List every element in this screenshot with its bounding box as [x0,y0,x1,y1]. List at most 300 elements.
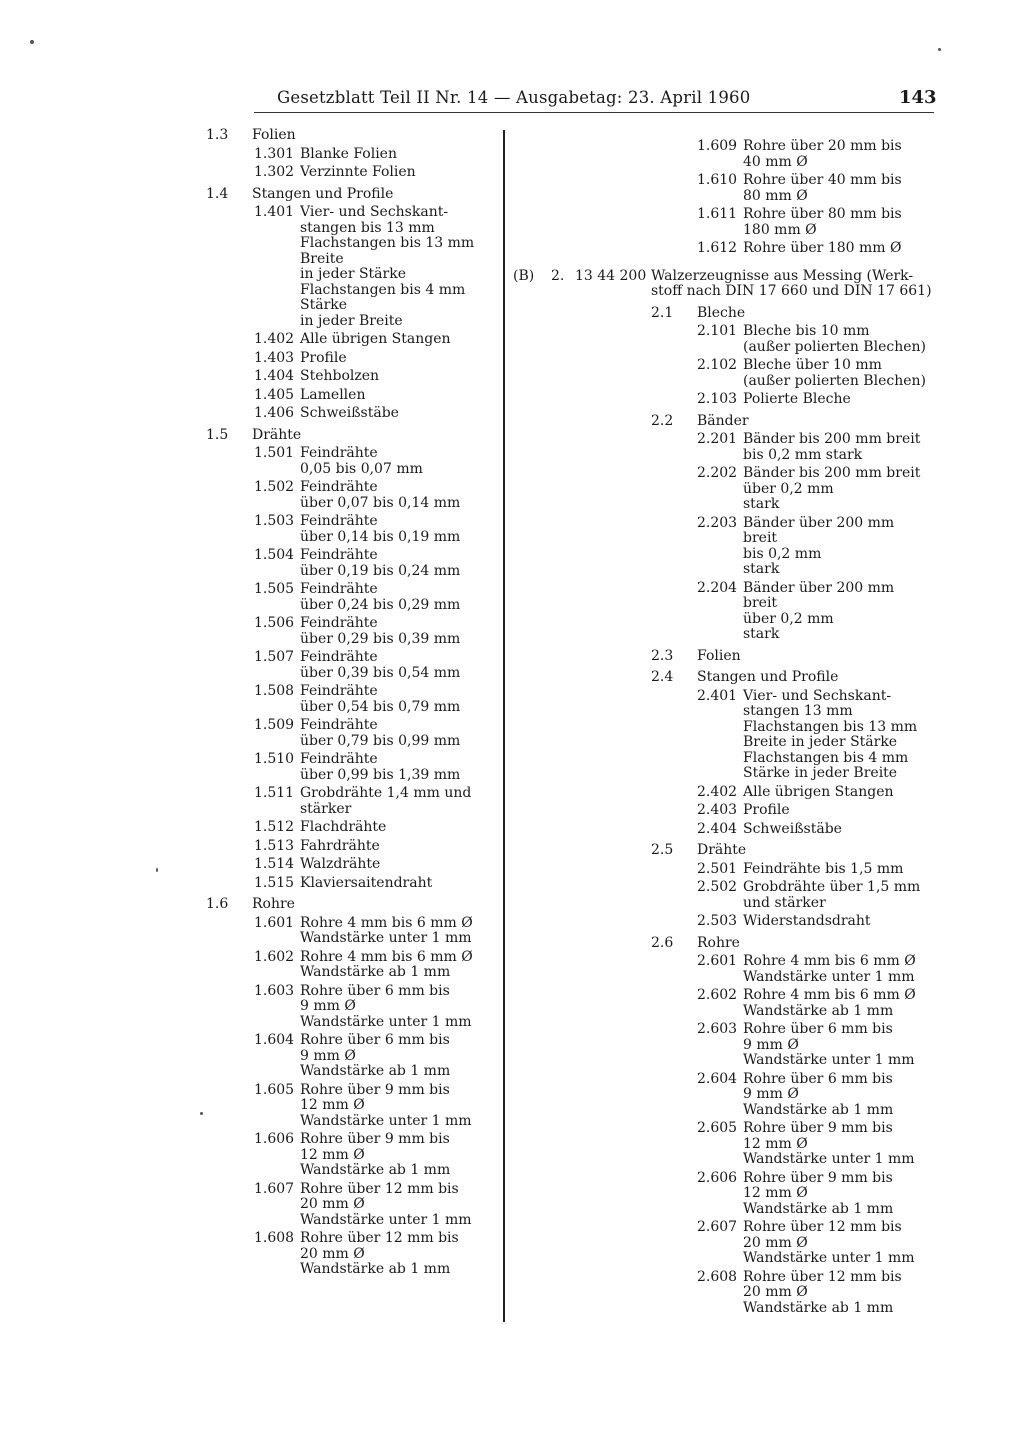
item-number: 2.502 [697,879,738,895]
item-line: Feindrähte [300,479,378,495]
item-line: Wandstärke unter 1 mm [300,1013,472,1030]
item-line: stark [743,496,780,512]
item-text [300,1231,501,1278]
section-number: 1.5 [206,426,229,443]
item-number: 1.505 [254,581,295,597]
list-item [697,1121,943,1168]
item-text [743,173,943,204]
item-number: 1.501 [254,445,295,461]
item-line: über 0,39 bis 0,54 mm [300,664,461,681]
item-line: Widerstandsdraht [743,913,871,929]
item-line: 12 mm Ø [300,1146,365,1163]
item-text [300,857,501,873]
item-number: 1.506 [254,615,295,631]
item-line: über 0,24 bis 0,29 mm [300,596,461,613]
item-line: Bänder über 200 mm [743,514,895,531]
section-heading [513,414,943,430]
right-sections [513,306,943,1317]
item-text [300,332,501,348]
item-line: Feindrähte [300,547,378,563]
item-line: Bänder bis 200 mm breit [743,431,921,447]
item-line: Flachstangen bis 4 mm [743,749,909,766]
section-number: 1.4 [206,185,229,202]
group-mark: (B) [513,267,535,284]
item-line: Blanke Folien [300,145,397,162]
item-number: 1.607 [254,1180,295,1197]
item-line: Feindrähte [300,445,378,461]
item-line: Rohre über 9 mm bis [743,1169,893,1186]
item-line: Feindrähte bis 1,5 mm [743,860,904,877]
item-number: 1.508 [254,683,295,699]
list-item [697,988,943,1019]
item-line: Feindrähte [300,717,378,733]
item-line: Profile [300,349,347,366]
item-line: Walzdrähte [300,856,381,872]
item-line: Wandstärke unter 1 mm [300,930,472,946]
section-label: Bleche [697,304,746,321]
item-line: breit [743,530,778,546]
item-text [300,406,501,422]
list-item [254,752,501,783]
item-line: Wandstärke ab 1 mm [743,1200,894,1217]
item-number: 1.606 [254,1131,295,1147]
item-line: über 0,19 bis 0,24 mm [300,562,461,579]
item-number: 1.605 [254,1081,295,1098]
list-item [254,369,501,385]
item-line: Breite [300,250,344,267]
list-item [697,358,943,389]
list-item [697,1171,943,1218]
section-heading [206,187,501,203]
item-text [300,820,501,836]
item-number: 2.604 [697,1070,738,1087]
item-number: 2.503 [697,913,738,929]
list-item [254,582,501,613]
item-text [743,803,943,819]
item-text [300,950,501,981]
item-text [300,1033,501,1080]
header-title: Gesetzblatt Teil II Nr. 14 — Ausgabetag: 23. April 1960 [277,88,751,107]
right-top-items [513,139,943,257]
item-text [300,684,501,715]
item-line: Rohre 4 mm bis 6 mm Ø [300,914,473,931]
list-item [254,406,501,422]
item-number: 1.405 [254,386,295,403]
section-number: 2.2 [651,412,674,429]
item-number: 2.202 [697,465,738,481]
section-heading [513,649,943,665]
item-number: 1.402 [254,331,295,347]
item-text [743,1270,943,1317]
section-items [513,954,943,1316]
list-item [697,139,943,170]
item-line: Rohre über 40 mm bis [743,172,902,188]
item-line: breit [743,595,778,611]
item-number: 2.607 [697,1219,738,1235]
item-line: Rohre über 6 mm bis [743,1070,893,1087]
item-number: 2.403 [697,802,738,818]
item-text [300,369,501,385]
item-number: 1.502 [254,479,295,495]
item-number: 2.603 [697,1021,738,1037]
item-number: 2.204 [697,579,738,596]
item-text [300,752,501,783]
item-line: Stärke in jeder Breite [743,765,898,781]
item-text [300,205,501,329]
item-number: 1.601 [254,914,295,931]
list-item [254,616,501,647]
section-heading [206,428,501,444]
item-number: 2.606 [697,1169,738,1186]
item-line: Alle übrigen Stangen [743,783,894,800]
item-text [743,392,943,408]
list-item [697,689,943,782]
item-line: 180 mm Ø [743,221,817,238]
item-line: Rohre über 9 mm bis [300,1081,450,1098]
item-text [743,689,943,782]
item-line: Alle übrigen Stangen [300,331,451,347]
item-line: über 0,99 bis 1,39 mm [300,766,461,783]
item-line: Feindrähte [300,581,378,597]
item-line: stark [743,626,780,642]
scan-speck [156,868,158,872]
group-title [651,269,943,300]
item-number: 2.401 [697,687,738,704]
list-item [254,916,501,947]
item-line: Wandstärke ab 1 mm [300,1162,451,1178]
section-label: Drähte [252,426,302,443]
scan-speck [938,48,941,51]
page-number: 143 [899,87,937,108]
item-line: Lamellen [300,386,366,403]
item-text [743,139,943,170]
item-number: 1.513 [254,837,295,854]
item-line: 12 mm Ø [300,1097,365,1113]
item-text [300,984,501,1031]
item-line: Rohre über 12 mm bis [743,1219,902,1235]
item-line: Bänder über 200 mm [743,579,895,596]
header-rule [254,112,934,113]
section-label: Drähte [697,842,747,858]
list-item [254,480,501,511]
list-item [254,205,501,329]
section-heading [513,306,943,322]
item-text [300,1083,501,1130]
item-number: 1.603 [254,982,295,999]
item-number: 2.101 [697,323,738,339]
item-number: 1.611 [697,206,738,222]
section-items [513,432,943,643]
item-line: Feindrähte [300,513,378,529]
item-number: 1.602 [254,948,295,965]
item-line: Vier- und Sechskant- [300,204,449,220]
item-line: über 0,14 bis 0,19 mm [300,528,461,545]
list-item [697,1022,943,1069]
list-item [254,514,501,545]
item-text [743,914,943,930]
item-number: 2.103 [697,391,738,407]
list-item [697,862,943,878]
item-line: Verzinnte Folien [300,164,416,180]
list-item [254,1033,501,1080]
item-line: in jeder Stärke [300,266,406,282]
item-text [300,548,501,579]
list-item [254,147,501,163]
item-number: 1.512 [254,819,295,835]
item-line: bis 0,2 mm stark [743,446,863,463]
item-number: 2.608 [697,1268,738,1285]
item-line: Flachstangen bis 13 mm [300,235,475,251]
item-line: Wandstärke unter 1 mm [300,1211,472,1228]
section-label: Folien [252,127,296,143]
list-item [697,880,943,911]
section-heading [206,897,501,913]
scan-speck [200,1112,203,1115]
list-item [254,786,501,817]
item-number: 1.612 [697,240,738,256]
item-line: Rohre über 12 mm bis [300,1230,459,1246]
item-text [300,1182,501,1229]
item-line: Polierte Bleche [743,391,851,407]
item-line: in jeder Breite [300,312,403,329]
item-number: 2.402 [697,783,738,800]
item-text [300,839,501,855]
item-line: über 0,79 bis 0,99 mm [300,732,461,749]
item-line: über 0,2 mm [743,610,834,627]
item-line: Wandstärke ab 1 mm [743,1002,894,1019]
item-line: Rohre über 6 mm bis [743,1021,893,1037]
item-line: Stärke [300,297,348,313]
item-text [743,1022,943,1069]
list-item [254,820,501,836]
scan-speck [30,40,34,44]
item-line: Rohre über 180 mm Ø [743,240,902,256]
section-heading [513,843,943,859]
item-text [743,516,943,578]
item-text [300,165,501,181]
item-line: Rohre über 9 mm bis [300,1131,450,1147]
list-item [697,173,943,204]
item-line: 0,05 bis 0,07 mm [300,460,423,477]
item-text [743,880,943,911]
item-line: über 0,07 bis 0,14 mm [300,494,461,511]
continued-items [513,139,943,257]
item-line: stärker [300,800,352,817]
item-line: stangen bis 13 mm [300,219,435,236]
item-line: Bleche über 10 mm [743,357,882,373]
list-item [254,1182,501,1229]
item-line: Bänder bis 200 mm breit [743,465,921,481]
list-item [697,822,943,838]
item-line: 80 mm Ø [743,187,808,204]
section-number: 2.4 [651,669,674,685]
item-line: Rohre 4 mm bis 6 mm Ø [743,953,916,969]
section-label: Bänder [697,412,749,429]
list-item [697,392,943,408]
list-item [254,950,501,981]
item-line: stark [743,561,780,577]
item-text [300,514,501,545]
item-text [743,432,943,463]
item-line: Grobdrähte über 1,5 mm [743,879,921,895]
item-line: Vier- und Sechskant- [743,687,892,704]
item-line: 9 mm Ø [743,1036,799,1053]
item-number: 1.404 [254,368,295,384]
item-number: 1.515 [254,874,295,891]
list-item [254,718,501,749]
item-text [300,582,501,613]
list-item [697,516,943,578]
item-number: 1.609 [697,138,738,154]
left-column [206,128,501,1278]
section-label: Stangen und Profile [252,185,394,202]
item-number: 1.510 [254,751,295,767]
item-line: Wandstärke unter 1 mm [743,1250,915,1266]
item-line: über 0,2 mm [743,480,834,497]
item-line: 9 mm Ø [743,1086,799,1102]
item-line: 20 mm Ø [743,1234,808,1251]
item-line: (außer polierten Blechen) [743,338,926,355]
column-divider [503,130,505,1322]
item-text [743,988,943,1019]
item-line: Wandstärke ab 1 mm [743,1299,894,1316]
item-number: 1.403 [254,349,295,366]
item-text [300,351,501,367]
item-line: Rohre über 12 mm bis [743,1268,902,1285]
group-title-line: stoff nach DIN 17 660 und DIN 17 661) [651,283,932,299]
list-item [697,1072,943,1119]
section-items [513,324,943,408]
item-text [743,822,943,838]
list-item [254,165,501,181]
group-number: 2. [551,267,565,284]
item-text [300,147,501,163]
item-text [300,616,501,647]
item-line: Wandstärke ab 1 mm [300,1261,451,1277]
item-line: Wandstärke ab 1 mm [300,1063,451,1079]
item-line: 20 mm Ø [743,1284,808,1300]
item-text [300,916,501,947]
section-label: Stangen und Profile [697,669,839,685]
item-text [300,786,501,817]
section-items [513,862,943,930]
list-item [254,857,501,873]
item-line: Wandstärke unter 1 mm [743,1151,915,1167]
list-item [697,581,943,643]
item-text [300,388,501,404]
item-line: Feindrähte [300,615,378,631]
item-text [743,207,943,238]
item-line: Flachstangen bis 13 mm [743,718,918,735]
item-line: 9 mm Ø [300,1047,356,1064]
section-label: Rohre [252,896,295,912]
section-items [206,446,501,891]
section-label: Folien [697,647,741,664]
list-item [254,984,501,1031]
item-text [743,1072,943,1119]
section-number: 1.6 [206,896,229,912]
section-number: 2.3 [651,647,674,664]
item-text [300,446,501,477]
item-line: Schweißstäbe [300,405,399,421]
item-line: Rohre über 6 mm bis [300,1032,450,1048]
group-heading [513,269,943,300]
section-items [513,689,943,838]
item-line: Schweißstäbe [743,820,842,837]
item-text [300,876,501,892]
list-item [697,1270,943,1317]
list-item [254,1083,501,1130]
list-item [254,388,501,404]
item-line: Feindrähte [300,649,378,665]
item-number: 2.602 [697,987,738,1003]
list-item [254,548,501,579]
item-line: bis 0,2 mm [743,545,822,562]
item-line: Wandstärke ab 1 mm [300,964,451,980]
item-number: 2.605 [697,1120,738,1136]
right-column [513,136,943,1316]
item-text [743,324,943,355]
item-line: Wandstärke unter 1 mm [743,1052,915,1068]
item-text [743,1220,943,1267]
item-number: 1.608 [254,1230,295,1246]
item-text [743,241,943,257]
item-text [743,1121,943,1168]
item-line: 9 mm Ø [300,998,356,1014]
item-text [743,1171,943,1218]
group-title-line: Walzerzeugnisse aus Messing (Werk- [651,267,914,284]
item-line: 12 mm Ø [743,1135,808,1152]
item-line: Rohre 4 mm bis 6 mm Ø [300,948,473,965]
list-item [697,432,943,463]
item-number: 1.511 [254,785,295,801]
item-number: 1.509 [254,717,295,733]
item-number: 2.203 [697,514,738,531]
item-line: Rohre über 12 mm bis [300,1180,459,1197]
item-line: Rohre 4 mm bis 6 mm Ø [743,987,916,1003]
item-line: und stärker [743,894,826,911]
item-number: 1.401 [254,204,295,220]
list-item [697,466,943,513]
item-number: 1.507 [254,649,295,665]
list-item [697,954,943,985]
item-text [743,581,943,643]
list-item [697,207,943,238]
list-item [697,914,943,930]
item-line: 12 mm Ø [743,1185,808,1201]
list-item [697,1220,943,1267]
section-number: 2.1 [651,304,674,321]
item-line: über 0,54 bis 0,79 mm [300,698,461,715]
list-item [254,876,501,892]
item-number: 1.514 [254,856,295,872]
section-items [206,205,501,422]
section-heading [513,670,943,686]
item-text [300,1132,501,1179]
list-item [254,839,501,855]
item-number: 1.406 [254,405,295,421]
item-text [743,466,943,513]
section-number: 2.5 [651,842,674,858]
list-item [697,324,943,355]
page-header [0,84,1024,114]
section-items [206,147,501,181]
item-number: 1.301 [254,145,295,162]
item-number: 1.503 [254,513,295,529]
item-line: 20 mm Ø [300,1245,365,1262]
section-number: 2.6 [651,934,674,951]
item-number: 2.201 [697,431,738,447]
